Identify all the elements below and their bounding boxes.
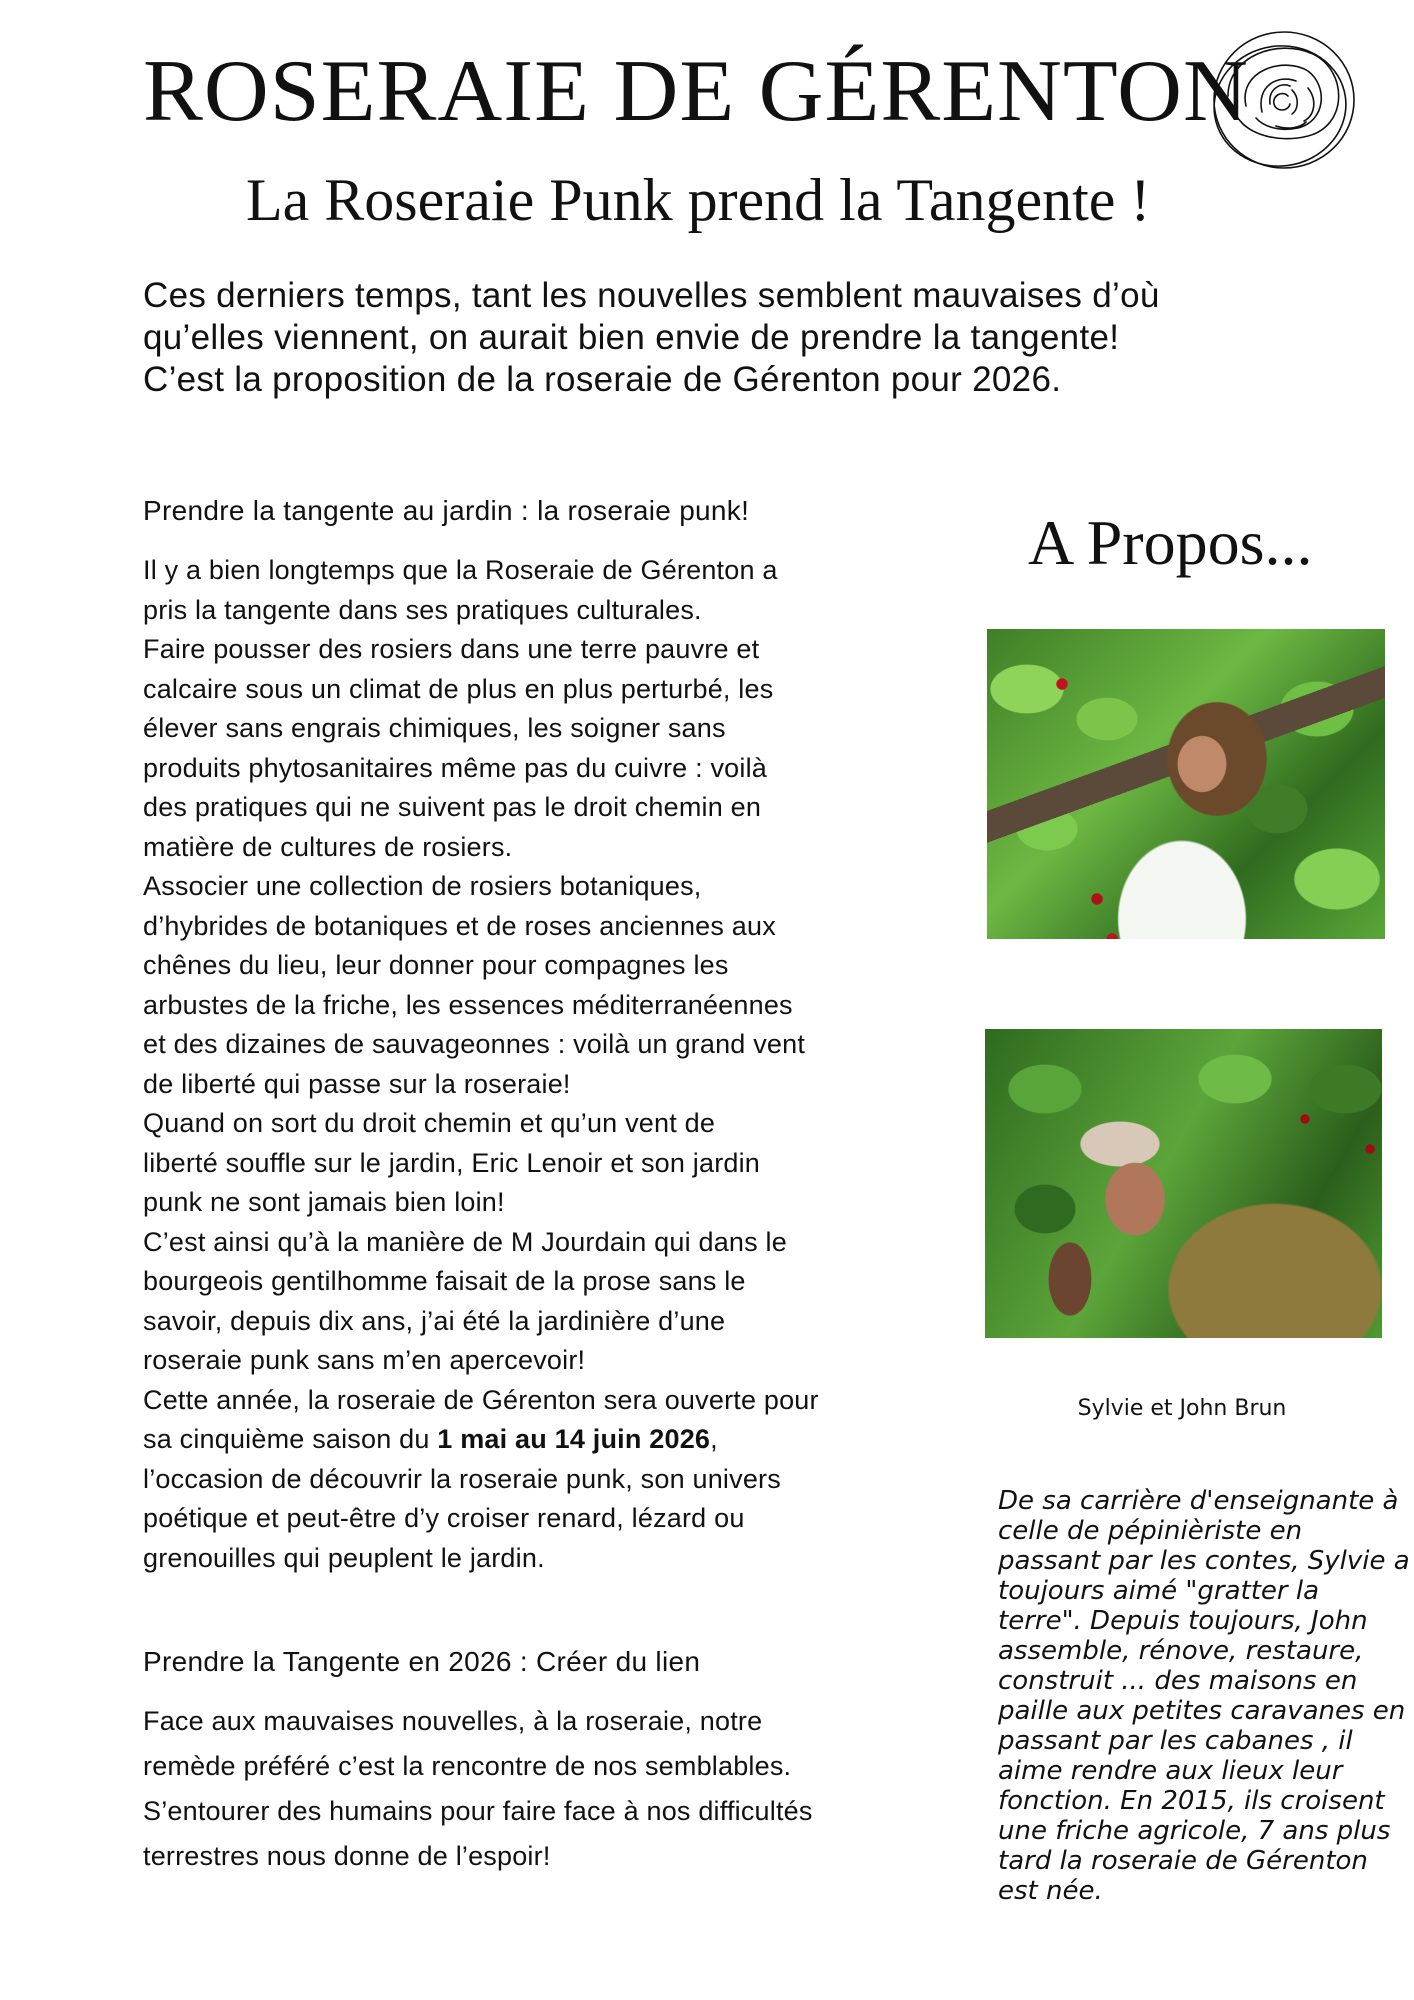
body-line: d’hybrides de botaniques et de roses anciennes aux <box>143 910 776 941</box>
photo-caption: Sylvie et John Brun <box>1077 1396 1287 1421</box>
bio-line: passant par les cabanes , il <box>998 1726 1353 1756</box>
intro-line: Ces derniers temps, tant les nouvelles semblent mauvaises d’où <box>143 276 1160 315</box>
body-line: matière de cultures de rosiers. <box>143 831 513 862</box>
spiral-logo-icon <box>1208 26 1360 174</box>
bio-line: assemble, rénove, restaure, <box>998 1636 1364 1666</box>
bio-line: fonction. En 2015, ils croisent <box>998 1786 1385 1816</box>
spiral-ring <box>1304 88 1314 121</box>
season-dates: 1 mai au 14 juin 2026 <box>437 1424 711 1454</box>
photo-sylvie <box>987 629 1385 939</box>
bio-line: toujours aimé "gratter la <box>998 1576 1320 1606</box>
body-line: Associer une collection de rosiers botaniques, <box>143 871 702 901</box>
page-title: ROSERAIE DE GÉRENTON <box>143 43 1249 140</box>
body-line: chênes du lieu, leur donner pour compagnes les <box>143 950 729 980</box>
spiral-center <box>1274 94 1290 110</box>
photo-john <box>985 1029 1382 1338</box>
body-line: produits phytosanitaires même pas du cuivre : voilà <box>143 752 768 783</box>
body-line: et des dizaines de sauvageonnes : voilà un grand vent <box>143 1029 806 1059</box>
body-line: punk ne sont jamais bien loin! <box>143 1187 505 1217</box>
body-line: grenouilles qui peuplent le jardin. <box>143 1542 545 1573</box>
bio-line: celle de pépinièriste en <box>998 1516 1303 1546</box>
body-line: des pratiques qui ne suivent pas le droit chemin en <box>143 792 762 822</box>
bio-line: aime rendre aux lieux leur <box>998 1756 1343 1786</box>
bio-line: construit ... des maisons en <box>998 1666 1358 1696</box>
body-line: de liberté qui passe sur la roseraie! <box>143 1068 571 1099</box>
section-body-roseraie-punk <box>143 551 943 1578</box>
section-body-creer-du-lien <box>143 1699 943 1879</box>
body-line: élever sans engrais chimiques, les soigner sans <box>143 713 726 743</box>
bio-line: est née. <box>998 1876 1103 1906</box>
spiral-ring <box>1261 79 1296 112</box>
spiral-ring <box>1214 32 1354 168</box>
bio-line: De sa carrière d'enseignante à <box>998 1486 1399 1516</box>
bio-line: tard la roseraie de Gérenton <box>998 1846 1368 1876</box>
intro-line: C’est la proposition de la roseraie de Gérenton pour 2026. <box>143 360 1062 399</box>
body-line: C’est ainsi qu’à la manière de M Jourdain qui dans le <box>143 1226 787 1257</box>
body-line: Faire pousser des rosiers dans une terre pauvre et <box>143 634 760 664</box>
body-line: terrestres nous donne de l’espoir! <box>143 1841 551 1871</box>
season-text-end: , <box>710 1424 718 1454</box>
body-line: Il y a bien longtemps que la Roseraie de Gérenton a <box>143 555 778 585</box>
body-line: Quand on sort du droit chemin et qu’un vent de <box>143 1108 716 1138</box>
spiral-ring <box>1245 65 1321 129</box>
season-dates-line <box>143 1420 943 1460</box>
intro-line: qu’elles viennent, on aurait bien envie de prendre la tangente! <box>143 318 1120 357</box>
section-heading-creer-du-lien: Prendre la Tangente en 2026 : Créer du lien <box>143 1646 701 1677</box>
section-heading-roseraie-punk: Prendre la tangente au jardin : la roseraie punk! <box>143 495 750 526</box>
body-line: liberté souffle sur le jardin, Eric Lenoir et son jardin <box>143 1147 761 1178</box>
spiral-ring <box>1292 90 1297 114</box>
page-subtitle: La Roseraie Punk prend la Tangente ! <box>246 167 1151 233</box>
body-line: Cette année, la roseraie de Gérenton sera ouverte pour <box>143 1384 819 1415</box>
bio-line: paille aux petites caravanes en <box>998 1696 1406 1726</box>
body-line: savoir, depuis dix ans, j’ai été la jardinière d’une <box>143 1305 726 1336</box>
body-line: pris la tangente dans ses pratiques culturales. <box>143 594 702 625</box>
season-text: sa cinquième saison du <box>143 1424 438 1454</box>
intro-paragraph <box>143 275 1383 401</box>
body-line: arbustes de la friche, les essences méditerranéennes <box>143 989 793 1020</box>
bio-line: terre". Depuis toujours, John <box>998 1606 1368 1636</box>
body-line: Face aux mauvaises nouvelles, à la roseraie, notre <box>143 1706 763 1736</box>
body-line: S’entourer des humains pour faire face à nos difficultés <box>143 1796 813 1826</box>
bio-paragraph <box>998 1486 1410 1906</box>
body-line: bourgeois gentilhomme faisait de la prose sans le <box>143 1266 746 1296</box>
about-heading: A Propos... <box>1028 507 1313 578</box>
body-line: remède préféré c’est la rencontre de nos semblables. <box>143 1751 792 1781</box>
body-line: l’occasion de découvrir la roseraie punk, son univers <box>143 1463 781 1494</box>
bio-line: passant par les contes, Sylvie a <box>998 1546 1410 1576</box>
bio-line: une friche agricole, 7 ans plus <box>998 1816 1391 1846</box>
body-line: calcaire sous un climat de plus en plus perturbé, les <box>143 673 774 704</box>
body-line: roseraie punk sans m’en apercevoir! <box>143 1345 586 1375</box>
body-line: poétique et peut-être d’y croiser renard, lézard ou <box>143 1503 745 1533</box>
